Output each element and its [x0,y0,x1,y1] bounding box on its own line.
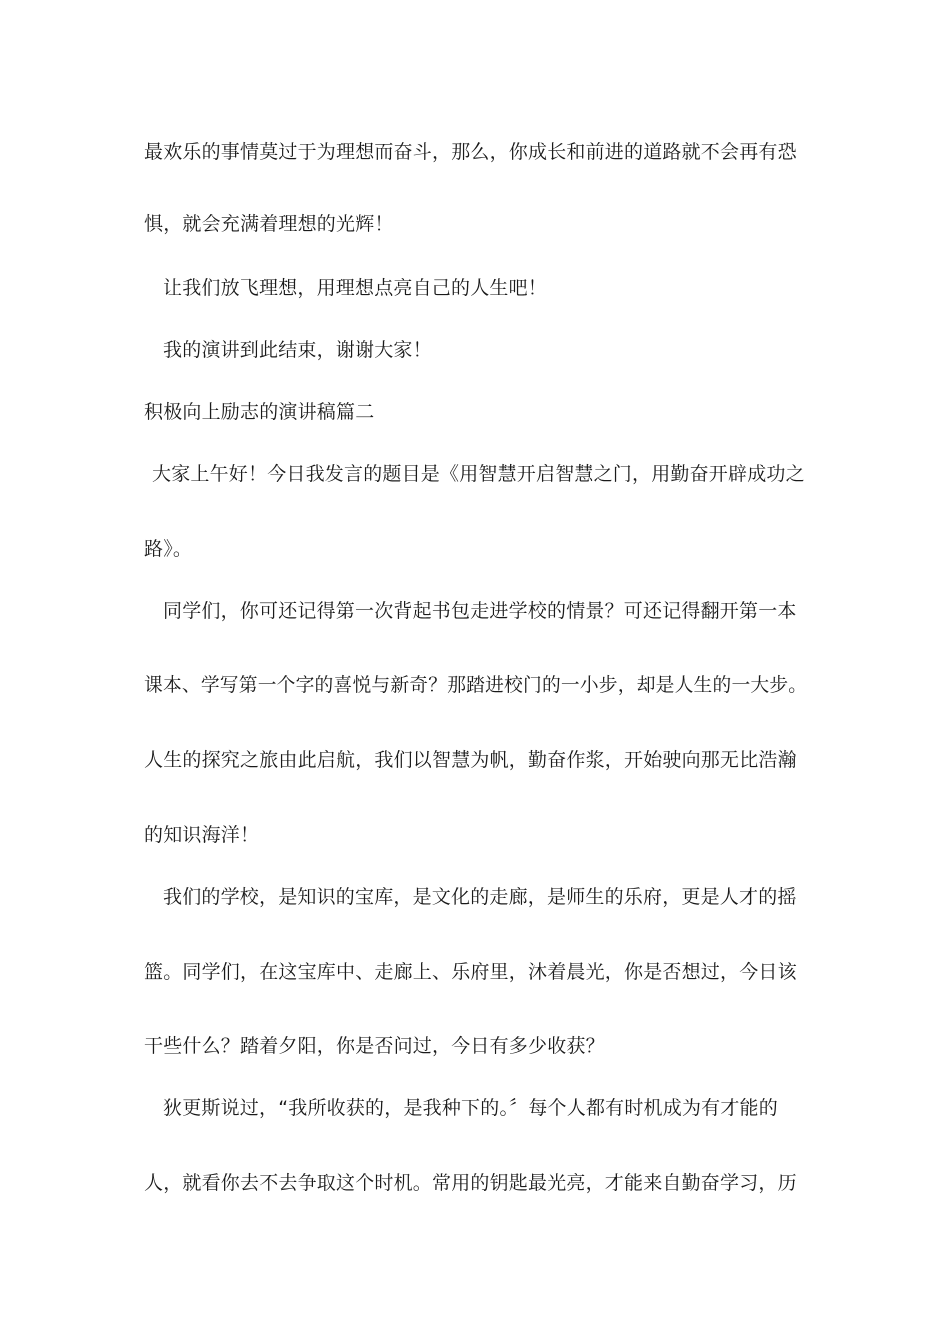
paragraph-line: 大家上午好！今日我发言的题目是《用智慧开启智慧之门，用勤奋开辟成功之 [152,463,805,485]
paragraph-line: 狄更斯说过，“我所收获的，是我种下的。〞每个人都有时机成为有才能的 [163,1097,778,1119]
paragraph-line: 惧，就会充满着理想的光辉！ [144,213,394,235]
section-heading: 积极向上励志的演讲稿篇二 [144,401,375,423]
paragraph-line: 人生的探究之旅由此启航，我们以智慧为帆，勤奋作浆，开始驶向那无比浩瀚 [144,749,797,771]
paragraph-line: 我们的学校，是知识的宝库，是文化的走廊，是师生的乐府，更是人才的摇 [163,886,797,908]
paragraph-line: 课本、学写第一个字的喜悦与新奇？那踏进校门的一小步，却是人生的一大步。 [144,675,808,696]
paragraph-line: 最欢乐的事情莫过于为理想而奋斗，那么，你成长和前进的道路就不会再有恐 [144,141,797,163]
paragraph-line: 干些什么？踏着夕阳，你是否问过，今日有多少收获？ [144,1035,605,1057]
paragraph-line: 的知识海洋！ [144,824,260,846]
paragraph-line: 同学们，你可还记得第一次背起书包走进学校的情景？可还记得翻开第一本 [163,600,797,622]
paragraph-line: 人，就看你去不去争取这个时机。常用的钥匙最光亮，才能来自勤奋学习，历 [144,1172,797,1194]
paragraph-line: 我的演讲到此结束，谢谢大家！ [163,339,432,361]
paragraph-line: 路》。 [144,538,193,560]
paragraph-line: 让我们放飞理想，用理想点亮自己的人生吧！ [163,277,548,299]
paragraph-line: 篮。同学们，在这宝库中、走廊上、乐府里，沐着晨光，你是否想过，今日该 [144,961,797,983]
